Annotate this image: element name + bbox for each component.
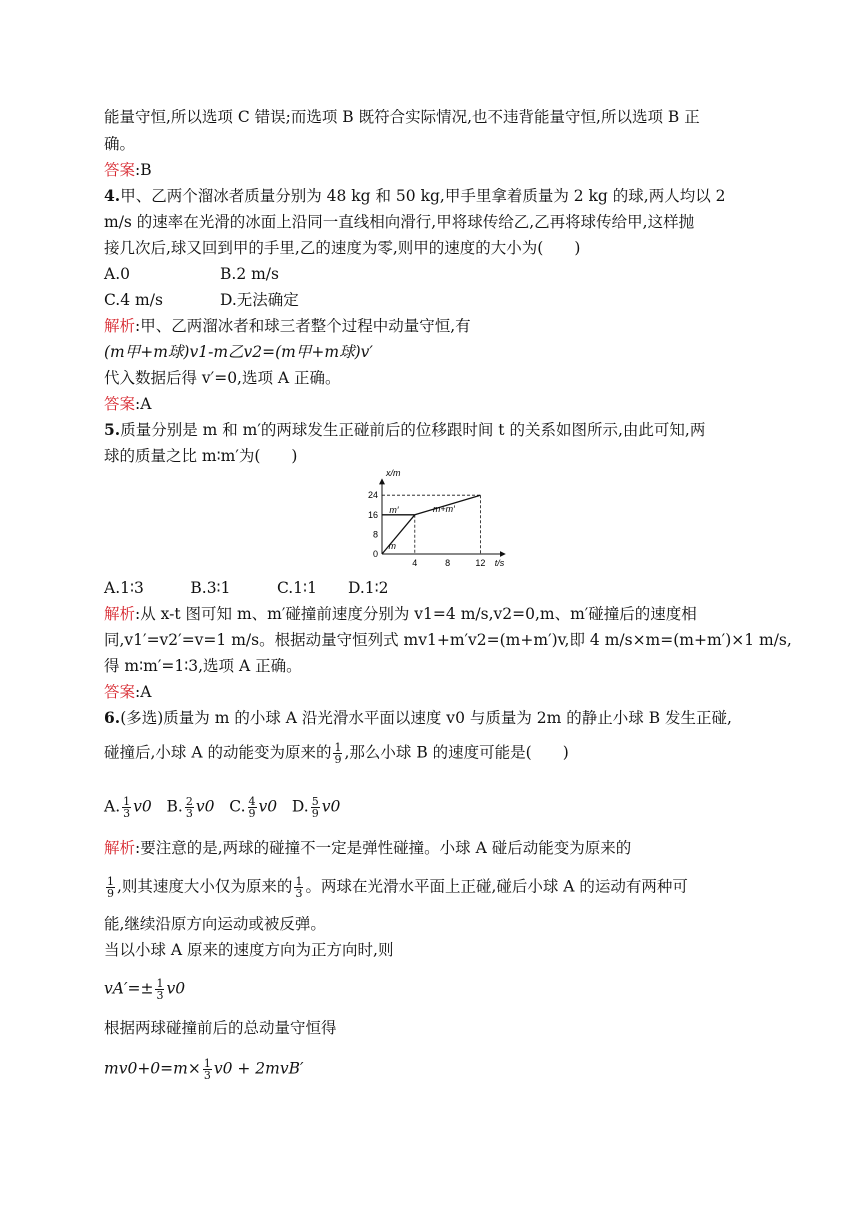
q5-analysis-line-3: 得 m∶m′=1∶3,选项 A 正确。: [104, 657, 302, 675]
answer-label: 答案: [104, 161, 136, 179]
x-tick-label: 8: [445, 558, 451, 568]
q4-options-row-1: [104, 264, 279, 284]
q4-stem-line-1: [104, 186, 726, 206]
q6-analysis-line-5: 根据两球碰撞前后的总动量守恒得: [104, 1019, 337, 1037]
q4-answer: [104, 394, 151, 414]
q6-analysis-line-3: 能,继续沿原方向运动或被反弹。: [104, 915, 326, 933]
q6-eq1-right: v0: [166, 979, 186, 998]
fraction-four-ninths: $\frac{4}{9}$: [248, 795, 256, 820]
q4-stem-text-1: 甲、乙两个溜冰者质量分别为 48 kg 和 50 kg,甲手里拿着质量为 2 kg 的球,两人均以 2: [120, 187, 726, 205]
fraction-one-ninth: $\frac{1}{9}$: [334, 741, 342, 766]
q6-analysis-line-4: 当以小球 A 原来的速度方向为正方向时,则: [104, 941, 394, 959]
q4-number: 4.: [104, 186, 121, 205]
q6-stem-line-1: [104, 708, 732, 728]
fraction-one-ninth: $\frac{1}{9}$: [107, 875, 114, 900]
q3-answer: [104, 160, 152, 180]
x-tick-label: 12: [475, 558, 486, 568]
intro-line-2: 确。: [104, 135, 136, 153]
q6-option-a-label: A.: [104, 797, 121, 816]
series-label: m+m′: [432, 503, 455, 514]
y-tick-label: 24: [367, 490, 378, 501]
q3-answer-value: :B: [135, 161, 152, 179]
q5-stem-line-1: [104, 420, 705, 440]
q6-option-b-label: B.: [166, 797, 183, 816]
fraction-five-ninths: $\frac{5}{9}$: [311, 795, 319, 820]
answer-label: 答案: [104, 395, 136, 413]
q6-equation-1: [104, 978, 185, 1001]
q4-answer-value: :A: [135, 395, 152, 413]
q6-eq2-right: v0 + 2mvB′: [213, 1059, 304, 1078]
q6-options: [104, 796, 340, 819]
q6-analysis-text-1: :要注意的是,两球的碰撞不一定是弹性碰撞。小球 A 碰后动能变为原来的: [135, 839, 632, 857]
q4-stem-line-3: 接几次后,球又回到甲的手里,乙的速度为零,则甲的速度的大小为( ): [104, 239, 581, 257]
q6-option-c-var: v0: [258, 797, 278, 816]
y-tick-label: 16: [367, 509, 378, 520]
q5-analysis-text-1: :从 x-t 图可知 m、m′碰撞前速度分别为 v1=4 m/s,v2=0,m、m′碰撞后的速度相: [135, 605, 697, 623]
q6-option-a-var: v0: [133, 797, 152, 816]
y-tick-label: 8: [372, 529, 378, 540]
q6-analysis-line-2: [104, 876, 688, 899]
fraction-two-thirds: $\frac{2}{3}$: [185, 795, 193, 820]
x-axis-label: t/s: [494, 558, 505, 568]
analysis-label: 解析: [104, 317, 136, 335]
q4-options-row-2: [104, 290, 299, 310]
q6-option-d-var: v0: [321, 797, 341, 816]
q6-option-b-var: v0: [195, 797, 215, 816]
analysis-label: 解析: [104, 839, 136, 857]
q6-eq2-left: mv0+0=m×: [104, 1059, 201, 1078]
q6-equation-2: [104, 1058, 304, 1081]
q5-number: 5.: [104, 420, 121, 439]
q5-options: A.1∶3 B.3∶1 C.1∶1 D.1∶2: [104, 579, 389, 597]
q5-answer: [104, 682, 151, 702]
q6-eq1-left: vA′=±: [104, 979, 154, 998]
q4-option-d: D.无法确定: [220, 291, 299, 309]
q4-option-c: C.4 m/s: [104, 291, 163, 309]
q5-stem-line-2: 球的质量之比 m∶m′为( ): [104, 447, 298, 465]
q4-analysis-text-1: :甲、乙两溜冰者和球三者整个过程中动量守恒,有: [135, 317, 471, 335]
q6-stem-line-2: [104, 742, 569, 765]
fraction-one-third: $\frac{1}{3}$: [295, 875, 303, 900]
q4-stem-line-2: m/s 的速率在光滑的冰面上沿同一直线相向滑行,甲将球传给乙,乙再将球传给甲,这样抛: [104, 213, 695, 231]
analysis-label: 解析: [104, 605, 136, 623]
q6-stem-text-2a: 碰撞后,小球 A 的动能变为原来的: [104, 743, 332, 762]
intro-line-1: 能量守恒,所以选项 C 错误;而选项 B 既符合实际情况,也不违背能量守恒,所以选项 B 正: [104, 108, 700, 126]
fraction-one-third: $\frac{1}{3}$: [203, 1057, 211, 1082]
q6-analysis-line-1: [104, 838, 631, 858]
q6-stem-text-1: (多选)质量为 m 的小球 A 沿光滑水平面以速度 v0 与质量为 2m 的静止小球 B 发生正碰,: [120, 709, 732, 727]
q5-analysis-line-1: [104, 604, 697, 624]
xt-graph: [360, 468, 505, 570]
series-label: m: [388, 541, 397, 552]
q6-analysis-text-2a: ,则其速度大小仅为原来的: [117, 877, 293, 896]
series-label: m′: [389, 504, 399, 515]
q4-analysis-line-1: [104, 316, 471, 336]
q6-option-c-label: C.: [229, 797, 246, 816]
q4-analysis-line-2: 代入数据后得 v′=0,选项 A 正确。: [104, 369, 341, 387]
q6-number: 6.: [104, 708, 121, 727]
y-tick-label: 0: [372, 549, 378, 559]
q5-answer-value: :A: [135, 683, 152, 701]
q6-analysis-text-2b: 。两球在光滑水平面上正碰,碰后小球 A 的运动有两种可: [305, 877, 688, 896]
x-tick-label: 4: [412, 558, 418, 568]
q4-equation: (m甲+m球)v1-m乙v2=(m甲+m球)v′: [104, 343, 373, 361]
q4-option-a: A.0: [104, 265, 130, 283]
q6-stem-text-2b: ,那么小球 B 的速度可能是( ): [344, 743, 569, 762]
answer-label: 答案: [104, 683, 136, 701]
fraction-one-third: $\frac{1}{3}$: [156, 977, 164, 1002]
q5-stem-text-1: 质量分别是 m 和 m′的两球发生正碰前后的位移跟时间 t 的关系如图所示,由此可知,两: [120, 421, 706, 439]
y-axis-label: x/m: [386, 468, 401, 478]
q5-analysis-line-2: 同,v1′=v2′=v=1 m/s。根据动量守恒列式 mv1+m′v2=(m+m′)v,即 4 m/s×m=(m+m′)×1 m/s,: [104, 631, 792, 649]
series-line-0: [382, 515, 415, 554]
q6-option-d-label: D.: [291, 797, 309, 816]
q4-option-b: B.2 m/s: [220, 265, 279, 283]
fraction-one-third: $\frac{1}{3}$: [123, 795, 131, 820]
